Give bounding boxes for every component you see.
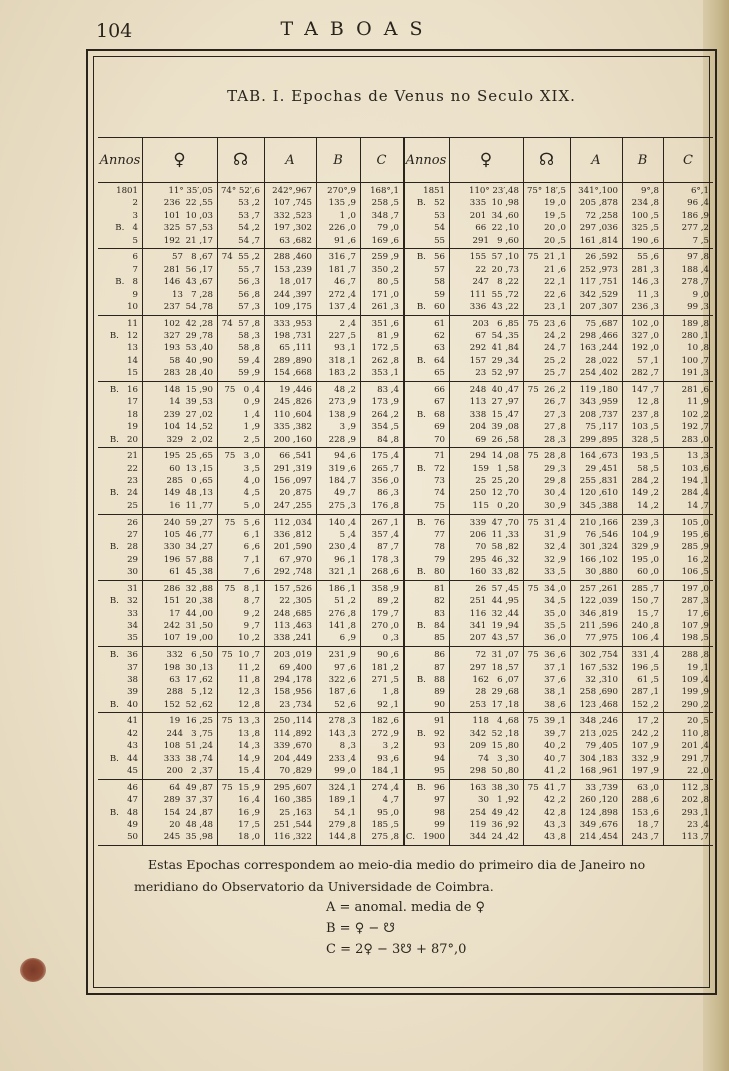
table-cell-c: 182 ,6 272 ,9 3 ,2 93 ,6 184 ,1 bbox=[371, 716, 399, 777]
table-cell-c: 20 ,5 110 ,8 201 ,4 291 ,7 22 ,0 bbox=[681, 716, 709, 777]
column-header: ♀ bbox=[173, 150, 186, 170]
table-cell-c: 6°,1 96 ,4 186 ,9 277 ,2 7 ,5 bbox=[681, 186, 709, 246]
table-cell-c: 97 ,8 188 ,4 278 ,7 9 ,0 99 ,3 bbox=[681, 252, 709, 312]
table-cell-years: 21 22 23 B. 24 25 bbox=[109, 451, 138, 511]
table-cell-node: 75 5 ,6 6 ,1 6 ,6 7 ,1 7 ,6 bbox=[224, 517, 260, 578]
column-header: B bbox=[637, 152, 648, 168]
table-cell-venus: 72 31 ,07 297 18 ,57 162 6 ,07 28 29 ,68 253 17 ,18 bbox=[469, 650, 519, 710]
table-cell-node: 74 55 ,2 55 ,7 56 ,3 56 ,8 57 ,3 bbox=[221, 252, 260, 312]
formula-block bbox=[326, 897, 485, 960]
column-header: A bbox=[285, 152, 295, 168]
table-cell-venus: 155 57 ,10 22 20 ,73 247 8 ,22 111 55 ,72 336 43 ,22 bbox=[469, 252, 519, 312]
table-cell-b: 17 ,2 242 ,2 107 ,9 332 ,9 197 ,9 bbox=[631, 716, 659, 777]
column-rule bbox=[622, 138, 623, 845]
block-rule bbox=[98, 315, 713, 316]
column-rule bbox=[217, 138, 218, 845]
column-rule bbox=[449, 138, 450, 845]
table-cell-venus: 57 8 ,67 281 56 ,17 146 43 ,67 13 7 ,28 237 54 ,78 bbox=[163, 252, 213, 312]
table-cell-node: 75 0 ,4 0 ,9 1 ,4 1 ,9 2 ,5 bbox=[224, 384, 260, 445]
epochs-table bbox=[98, 137, 713, 846]
table-cell-c: 267 ,1 357 ,4 87 ,7 178 ,3 268 ,6 bbox=[371, 517, 399, 578]
table-cell-years: 6 7 B. 8 9 10 bbox=[115, 252, 138, 312]
table-cell-venus: 118 4 ,68 342 52 ,18 209 15 ,80 74 3 ,30 298 50 ,80 bbox=[469, 716, 519, 777]
table-cell-c: 259 ,9 350 ,2 80 ,5 171 ,0 261 ,3 bbox=[371, 252, 399, 312]
table-cell-c: 351 ,6 81 ,9 172 ,5 262 ,8 353 ,1 bbox=[371, 318, 399, 379]
table-cell-a: 242°,967 107 ,745 332 ,523 197 ,302 63 ,682 bbox=[272, 186, 312, 246]
table-cell-b: 55 ,6 281 ,3 146 ,3 11 ,3 236 ,3 bbox=[631, 252, 659, 312]
table-cell-a: 75 ,687 298 ,466 163 ,244 28 ,022 254 ,402 bbox=[579, 318, 618, 379]
table-cell-b: 324 ,1 189 ,1 54 ,1 279 ,8 144 ,8 bbox=[328, 782, 356, 843]
column-rule bbox=[316, 138, 317, 845]
column-header: B bbox=[333, 152, 343, 168]
table-cell-node: 75 8 ,1 8 ,7 9 ,2 9 ,7 10 ,2 bbox=[224, 583, 260, 644]
table-cell-node: 75 23 ,6 24 ,2 24 ,7 25 ,2 25 ,7 bbox=[527, 318, 566, 379]
block-rule bbox=[98, 712, 713, 713]
table-frame bbox=[86, 49, 717, 995]
running-head bbox=[96, 18, 619, 44]
table-cell-node: 75 15 ,9 16 ,4 16 ,9 17 ,5 18 ,0 bbox=[221, 782, 260, 843]
table-cell-years: 66 67 B. 68 69 70 bbox=[416, 384, 445, 445]
table-cell-b: 94 ,6 319 ,6 184 ,7 49 ,7 275 ,3 bbox=[328, 451, 356, 511]
column-rule bbox=[264, 138, 265, 845]
table-cell-node: 75 31 ,4 31 ,9 32 ,4 32 ,9 33 ,5 bbox=[527, 517, 566, 578]
block-rule bbox=[98, 514, 713, 515]
table-cell-node: 75 28 ,8 29 ,3 29 ,8 30 ,4 30 ,9 bbox=[527, 451, 566, 511]
table-cell-node: 75 39 ,1 39 ,7 40 ,2 40 ,7 41 ,2 bbox=[527, 716, 566, 777]
column-rule bbox=[570, 138, 571, 845]
column-header: C bbox=[376, 152, 387, 168]
table-footnote: Estas Epochas correspondem ao meio-dia medio do primeiro dia de Janeiro no meridiano do Observatorio da Universidade de Coimbra. bbox=[134, 857, 646, 894]
table-cell-node: 75 41 ,7 42 ,2 42 ,8 43 ,3 43 ,8 bbox=[527, 782, 566, 843]
block-rule bbox=[98, 779, 713, 780]
column-header: A bbox=[591, 152, 601, 168]
table-cell-venus: 294 14 ,08 159 1 ,58 25 25 ,20 250 12 ,70 115 0 ,20 bbox=[469, 451, 519, 511]
block-rule bbox=[98, 580, 713, 581]
table-cell-years: B. 76 77 78 79 B. 80 bbox=[416, 517, 445, 578]
table-cell-a: 33 ,739 260 ,120 124 ,898 349 ,676 214 ,454 bbox=[579, 782, 618, 843]
formula-a: A = anomal. media de ♀ bbox=[326, 900, 486, 915]
table-cell-b: 63 ,0 288 ,6 153 ,6 18 ,7 243 ,7 bbox=[631, 782, 659, 843]
table-cell-c: 83 ,4 173 ,9 264 ,2 354 ,5 84 ,8 bbox=[371, 384, 399, 445]
table-cell-a: 302 ,754 167 ,532 32 ,310 258 ,690 123 ,468 bbox=[579, 650, 618, 710]
table-cell-node: 74° 52′,6 53 ,2 53 ,7 54 ,2 54 ,7 bbox=[220, 186, 260, 246]
column-header: Annos bbox=[405, 152, 447, 168]
block-rule bbox=[98, 646, 713, 647]
table-cell-c: 197 ,0 287 ,3 17 ,6 107 ,9 198 ,5 bbox=[681, 583, 709, 644]
table-cell-b: 285 ,7 150 ,7 15 ,7 240 ,8 106 ,4 bbox=[631, 583, 659, 644]
table-title: TAB. I. Epochas de Venus no Seculo XIX. bbox=[227, 87, 576, 105]
table-cell-node: 75 34 ,0 34 ,5 35 ,0 35 ,5 36 ,0 bbox=[527, 583, 566, 644]
table-cell-venus: 339 47 ,70 206 11 ,33 70 58 ,82 295 46 ,32 160 33 ,82 bbox=[469, 517, 519, 578]
column-rule bbox=[523, 138, 524, 845]
table-cell-years: 26 27 B. 28 29 30 bbox=[109, 517, 138, 578]
table-cell-b: 331 ,4 196 ,5 61 ,5 287 ,1 152 ,2 bbox=[631, 650, 659, 710]
table-cell-years: 31 B. 32 33 34 35 bbox=[109, 583, 138, 644]
table-cell-node: 75 3 ,0 3 ,5 4 ,0 4 ,5 5 ,0 bbox=[224, 451, 260, 511]
table-cell-b: 193 ,5 58 ,5 284 ,2 149 ,2 14 ,2 bbox=[631, 451, 659, 511]
column-rule bbox=[663, 138, 664, 845]
table-cell-venus: 203 6 ,85 67 54 ,35 292 41 ,84 157 29 ,34 23 52 ,97 bbox=[469, 318, 519, 379]
table-cell-years: 1801 2 3 B. 4 5 bbox=[115, 186, 138, 246]
table-cell-c: 189 ,8 280 ,1 10 ,8 100 ,7 191 ,3 bbox=[681, 318, 709, 379]
table-cell-b: 147 ,7 12 ,8 237 ,8 103 ,5 328 ,5 bbox=[631, 384, 659, 445]
table-frame-inner bbox=[93, 56, 710, 988]
table-cell-c: 13 ,3 103 ,6 194 ,1 284 ,4 14 ,7 bbox=[681, 451, 709, 511]
block-rule bbox=[98, 447, 713, 448]
table-cell-venus: 332 6 ,50 198 30 ,13 63 17 ,62 288 5 ,12 152 52 ,62 bbox=[163, 650, 213, 710]
table-cell-venus: 102 42 ,28 327 29 ,78 193 53 ,40 58 40 ,90 283 28 ,40 bbox=[163, 318, 213, 379]
column-rule bbox=[142, 138, 143, 845]
table-cell-a: 164 ,673 29 ,451 255 ,831 120 ,610 345 ,388 bbox=[579, 451, 618, 511]
table-cell-a: 19 ,446 245 ,826 110 ,604 335 ,382 200 ,160 bbox=[273, 384, 312, 445]
table-cell-years: B. 56 57 58 59 B. 60 bbox=[416, 252, 445, 312]
block-rule bbox=[98, 381, 713, 382]
table-cell-b: 9°,8 234 ,8 100 ,5 325 ,5 190 ,6 bbox=[631, 186, 659, 246]
table-cell-a: 66 ,541 291 ,319 156 ,097 20 ,875 247 ,255 bbox=[273, 451, 312, 511]
formula-c: C = 2♀ − 3☋ + 87°,0 bbox=[326, 942, 467, 957]
table-cell-node: 75 36 ,6 37 ,1 37 ,6 38 ,1 38 ,6 bbox=[527, 650, 566, 710]
column-header: ☊ bbox=[538, 150, 555, 170]
table-cell-c: 90 ,6 181 ,2 271 ,5 1 ,8 92 ,1 bbox=[371, 650, 399, 710]
header-rule bbox=[98, 182, 713, 183]
table-cell-a: 257 ,261 122 ,039 346 ,819 211 ,596 77 ,975 bbox=[579, 583, 618, 644]
table-cell-venus: 11° 35′,05 236 22 ,55 101 10 ,03 325 57 ,53 192 21 ,17 bbox=[163, 186, 213, 246]
table-cell-years: 61 62 63 B. 64 65 bbox=[416, 318, 445, 379]
table-cell-a: 250 ,114 114 ,892 339 ,670 204 ,449 70 ,829 bbox=[273, 716, 312, 777]
table-cell-years: B. 16 17 18 19 B. 20 bbox=[109, 384, 138, 445]
column-header: Annos bbox=[99, 152, 141, 168]
ink-stain bbox=[20, 958, 46, 982]
table-cell-years: B. 96 97 98 99 C. 1900 bbox=[405, 782, 445, 843]
table-cell-b: 2 ,4 227 ,5 93 ,1 318 ,1 183 ,2 bbox=[328, 318, 356, 379]
column-header: ♀ bbox=[479, 150, 493, 170]
table-cell-node: 75 13 ,3 13 ,8 14 ,3 14 ,9 15 ,4 bbox=[221, 716, 260, 777]
table-cell-venus: 240 59 ,27 105 46 ,77 330 34 ,27 196 57 ,88 61 45 ,38 bbox=[163, 517, 213, 578]
table-cell-node: 74 57 ,8 58 ,3 58 ,8 59 ,4 59 ,9 bbox=[221, 318, 260, 379]
table-cell-c: 281 ,6 11 ,9 102 ,2 192 ,7 283 ,0 bbox=[681, 384, 709, 445]
table-cell-years: B. 36 37 38 39 B. 40 bbox=[109, 650, 138, 710]
table-cell-a: 112 ,034 336 ,812 201 ,590 67 ,970 292 ,748 bbox=[273, 517, 312, 578]
table-cell-years: 11 B. 12 13 14 15 bbox=[109, 318, 138, 379]
table-cell-venus: 195 25 ,65 60 13 ,15 285 0 ,65 149 48 ,13 16 11 ,77 bbox=[163, 451, 213, 511]
table-cell-years: 41 42 43 B. 44 45 bbox=[109, 716, 138, 777]
table-cell-venus: 248 40 ,47 113 27 ,97 338 15 ,47 204 39 ,08 69 26 ,58 bbox=[469, 384, 519, 445]
table-cell-node: 75 21 ,1 21 ,6 22 ,1 22 ,6 23 ,1 bbox=[527, 252, 566, 312]
table-cell-b: 239 ,3 104 ,9 329 ,9 195 ,0 60 ,0 bbox=[631, 517, 659, 578]
table-cell-a: 295 ,607 160 ,385 25 ,163 251 ,544 116 ,322 bbox=[273, 782, 312, 843]
table-cell-b: 278 ,3 143 ,3 8 ,3 233 ,4 99 ,0 bbox=[328, 716, 356, 777]
block-rule bbox=[98, 248, 713, 249]
table-cell-years: 46 47 B. 48 49 50 bbox=[109, 782, 138, 843]
table-cell-venus: 64 49 ,87 289 37 ,37 154 24 ,87 20 48 ,48 245 35 ,98 bbox=[163, 782, 213, 843]
table-cell-a: 119 ,180 343 ,959 208 ,737 75 ,117 299 ,895 bbox=[579, 384, 618, 445]
formula-b: B = ♀ − ☋ bbox=[326, 921, 395, 936]
table-cell-b: 270°,9 135 ,9 1 ,0 226 ,0 91 ,6 bbox=[327, 186, 356, 246]
table-cell-a: 333 ,953 198 ,731 65 ,111 289 ,890 154 ,668 bbox=[273, 318, 312, 379]
page-number: 104 bbox=[96, 20, 133, 42]
running-title: TABOAS bbox=[280, 18, 435, 40]
table-cell-venus: 163 38 ,30 30 1 ,92 254 49 ,42 119 36 ,92 344 24 ,42 bbox=[469, 782, 519, 843]
table-cell-node: 75° 18′,5 19 ,0 19 ,5 20 ,0 20 ,5 bbox=[526, 186, 566, 246]
table-cell-b: 48 ,2 273 ,9 138 ,9 3 ,9 228 ,9 bbox=[328, 384, 356, 445]
table-cell-years: 86 87 B. 88 89 90 bbox=[416, 650, 445, 710]
table-cell-venus: 110° 23′,48 335 10 ,98 201 34 ,60 66 22 ,10 291 9 ,60 bbox=[469, 186, 519, 246]
table-cell-node: 75 10 ,7 11 ,2 11 ,8 12 ,3 12 ,8 bbox=[221, 650, 260, 710]
table-cell-a: 348 ,246 213 ,025 79 ,405 304 ,183 168 ,961 bbox=[579, 716, 618, 777]
table-cell-b: 140 ,4 5 ,4 230 ,4 96 ,1 321 ,1 bbox=[328, 517, 356, 578]
table-cell-a: 210 ,166 76 ,546 301 ,324 166 ,102 30 ,880 bbox=[579, 517, 618, 578]
table-cell-c: 105 ,0 195 ,6 285 ,9 16 ,2 106 ,5 bbox=[681, 517, 709, 578]
table-cell-b: 231 ,9 97 ,6 322 ,6 187 ,6 52 ,6 bbox=[328, 650, 356, 710]
table-cell-c: 288 ,8 19 ,1 109 ,4 199 ,9 290 ,2 bbox=[681, 650, 709, 710]
table-cell-b: 102 ,0 327 ,0 192 ,0 57 ,1 282 ,7 bbox=[631, 318, 659, 379]
table-cell-c: 168°,1 258 ,5 348 ,7 79 ,0 169 ,6 bbox=[370, 186, 399, 246]
table-cell-a: 341°,100 205 ,878 72 ,258 297 ,036 161 ,814 bbox=[578, 186, 618, 246]
column-header: C bbox=[683, 152, 693, 168]
table-cell-a: 157 ,526 22 ,305 248 ,685 113 ,463 338 ,241 bbox=[273, 583, 312, 644]
table-cell-venus: 19 16 ,25 244 3 ,75 108 51 ,24 333 38 ,74 200 2 ,37 bbox=[163, 716, 213, 777]
table-cell-node: 75 26 ,2 26 ,7 27 ,3 27 ,8 28 ,3 bbox=[527, 384, 566, 445]
column-rule bbox=[360, 138, 361, 845]
table-cell-b: 316 ,7 181 ,7 46 ,7 272 ,4 137 ,4 bbox=[328, 252, 356, 312]
table-cell-venus: 286 32 ,88 151 20 ,38 17 44 ,00 242 31 ,50 107 19 ,00 bbox=[163, 583, 213, 644]
table-cell-years: 1851 B. 52 53 54 55 bbox=[416, 186, 445, 246]
table-cell-years: 91 B. 92 93 94 95 bbox=[416, 716, 445, 777]
table-cell-years: 81 82 83 B. 84 85 bbox=[416, 583, 445, 644]
table-cell-venus: 26 57 ,45 251 44 ,95 116 32 ,44 341 19 ,94 207 43 ,57 bbox=[469, 583, 519, 644]
table-cell-a: 288 ,460 153 ,239 18 ,017 244 ,397 109 ,175 bbox=[273, 252, 312, 312]
table-cell-a: 26 ,592 252 ,973 117 ,751 342 ,529 207 ,307 bbox=[579, 252, 618, 312]
column-header: ☊ bbox=[232, 150, 249, 170]
table-cell-a: 203 ,019 69 ,400 294 ,178 158 ,956 23 ,734 bbox=[273, 650, 312, 710]
table-cell-c: 175 ,4 265 ,7 356 ,0 86 ,3 176 ,8 bbox=[371, 451, 399, 511]
table-cell-years: 71 B. 72 73 74 75 bbox=[416, 451, 445, 511]
table-cell-venus: 148 15 ,90 14 39 ,53 239 27 ,02 104 14 ,52 329 2 ,02 bbox=[163, 384, 213, 445]
table-cell-c: 358 ,9 89 ,2 179 ,7 270 ,0 0 ,3 bbox=[371, 583, 399, 644]
table-cell-c: 112 ,3 202 ,8 293 ,1 23 ,4 113 ,7 bbox=[681, 782, 709, 843]
table-cell-b: 186 ,1 51 ,2 276 ,8 141 ,8 6 ,9 bbox=[328, 583, 356, 644]
table-cell-c: 274 ,4 4 ,7 95 ,0 185 ,5 275 ,8 bbox=[371, 782, 399, 843]
